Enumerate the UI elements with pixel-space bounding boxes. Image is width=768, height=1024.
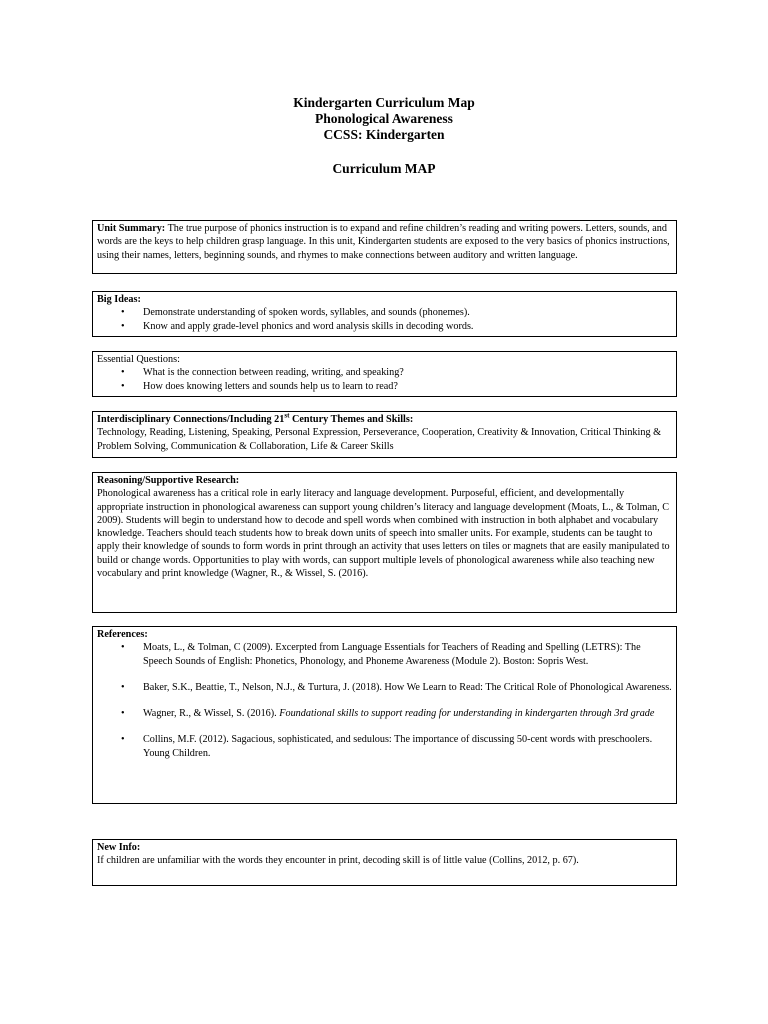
bullet-icon: • (121, 681, 125, 693)
interdisciplinary-text: Technology, Reading, Listening, Speaking, Personal Expression, Perseverance, Cooperation, Creativity & Innovation, Critical Thinking & Problem Solving, Communication & Collaboration, Life & Career Skills (97, 427, 662, 452)
document-subtitle: Phonological Awareness (315, 111, 453, 126)
interdisciplinary-label: Interdisciplinary Connections/Including 21st Century Themes and Skills: (97, 411, 414, 425)
document-standard: CCSS: Kindergarten (323, 127, 445, 142)
bullet-icon: • (121, 708, 125, 720)
unit-summary-box (92, 220, 677, 274)
reasoning-box (92, 472, 677, 613)
bullet-icon: • (121, 320, 125, 332)
reasoning-text: Phonological awareness has a critical role in early literacy and language development. Purposeful, efficient, and developmentally appropriate instruction in phonological awareness can support young children’s literacy and language development (Moats, L., & Tolman, C 2009). Students will begin to understand how to decode and spell words when combined with instruction in both alphabet and vocabulary knowledge. Teachers should teach students how to break down units of speech into smaller units. For example, students can be taught to apply their knowledge of sounds to form words in print through an activity that uses letters on tiles or magnets that are easily manipulated to build or change words. Opportunities to play with words, can support multiple levels of phonological awareness while also teaching new vocabulary and print knowledge (Wagner, R., & Wissel, S. (2016). (97, 488, 670, 580)
list-item: • Demonstrate understanding of spoken words, syllables, and sounds (phonemes). (121, 307, 470, 319)
reasoning-label: Reasoning/Supportive Research: (97, 475, 240, 486)
essential-questions-list (97, 366, 672, 393)
big-ideas-label: Big Ideas: (97, 294, 141, 305)
list-item: • Know and apply grade-level phonics and word analysis skills in decoding words. (121, 320, 474, 332)
references-list (97, 641, 672, 760)
new-info-box (92, 839, 677, 886)
bullet-icon: • (121, 367, 125, 379)
list-item: • Baker, S.K., Beattie, T., Nelson, N.J., & Turtura, J. (2018). How We Learn to Read: The Critical Role of Phonological Awareness. (121, 681, 672, 693)
references-box (92, 626, 677, 804)
list-item: • Wagner, R., & Wissel, S. (2016). Foundational skills to support reading for understanding in kindergarten through 3rd grade (121, 708, 655, 720)
document-title: Kindergarten Curriculum Map (293, 95, 475, 110)
essential-questions-label: Essential Questions: (97, 354, 180, 365)
big-ideas-list (97, 306, 672, 333)
bullet-icon: • (121, 307, 125, 319)
references-label: References: (97, 629, 148, 640)
unit-summary-label: Unit Summary: (97, 223, 166, 234)
big-ideas-box (92, 291, 677, 337)
curriculum-map-title: Curriculum MAP (332, 161, 436, 176)
list-item: • Collins, M.F. (2012). Sagacious, sophisticated, and sedulous: The importance of discussing 50-cent words with preschoolers. Young Children. (121, 734, 653, 759)
essential-questions-box (92, 351, 677, 397)
list-item: • Moats, L., & Tolman, C (2009). Excerpted from Language Essentials for Teachers of Reading and Spelling (LETRS): The Speech Sounds of English: Phonetics, Phonology, and Phoneme Awareness (Module 2). Boston: Sopris West. (121, 642, 641, 667)
bullet-icon: • (121, 380, 125, 392)
bullet-icon: • (121, 734, 125, 746)
list-item: • What is the connection between reading, writing, and speaking? (121, 367, 404, 379)
unit-summary-text: The true purpose of phonics instruction is to expand and refine children’s reading and writing powers. Letters, sounds, and words are the keys to help children grasp language. In this unit, Kindergarten students are exposed to the very basics of phonics instructions, using their names, letters, beginning sounds, and rhymes to make connections between auditory and written language. (97, 223, 670, 261)
new-info-text: If children are unfamiliar with the words they encounter in print, decoding skill is of little value (Collins, 2012, p. 67). (97, 855, 579, 867)
list-item: • How does knowing letters and sounds help us to learn to read? (121, 380, 398, 392)
new-info-label: New Info: (97, 842, 141, 853)
document-header (0, 95, 768, 177)
interdisciplinary-box (92, 411, 677, 458)
bullet-icon: • (121, 642, 125, 654)
